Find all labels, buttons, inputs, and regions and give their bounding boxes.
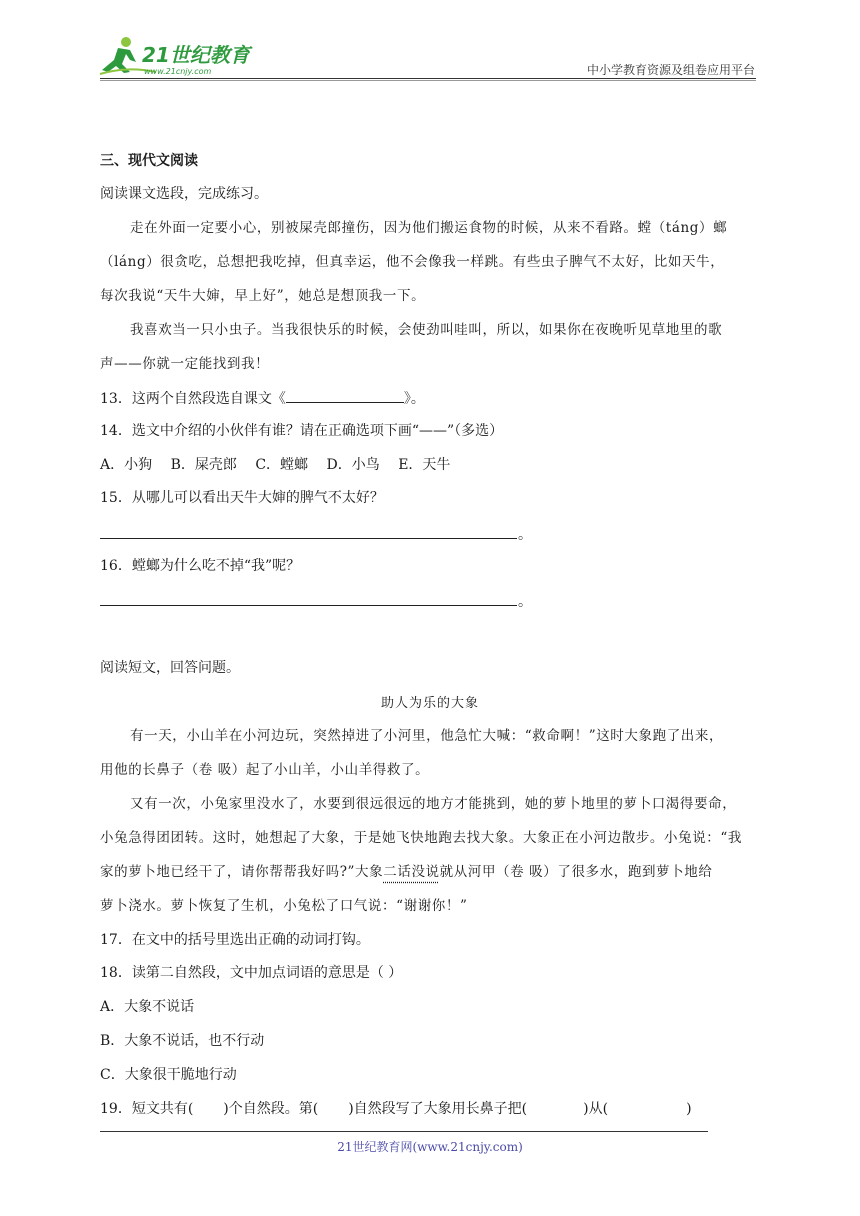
svg-text:21世纪教育: 21世纪教育 — [142, 43, 250, 67]
passage-line: （láng）很贪吃，总想把我吃掉，但真幸运，他不会像我一样跳。有些虫子脾气不太好，比如天牛， — [100, 254, 725, 270]
question-16: 16．螳螂为什么吃不掉“我”呢？ — [100, 558, 301, 574]
question-15: 15．从哪儿可以看出天牛大婶的脾气不太好？ — [100, 490, 384, 506]
section-title: 三、现代文阅读 — [100, 153, 198, 169]
answer-period: 。 — [518, 594, 532, 610]
platform-name: 中小学教育资源及组卷应用平台 — [586, 63, 755, 77]
footer-divider — [100, 1131, 708, 1132]
story-line: 又有一次，小兔家里没水了，水要到很远很远的地方才能挑到，她的萝卜地里的萝卜口渴得要命， — [130, 796, 737, 812]
option-b[interactable]: B．大象不说话，也不行动 — [100, 1033, 265, 1049]
question-17: 17．在文中的括号里选出正确的动词打钩。 — [100, 932, 370, 948]
story-line: 用他的长鼻子（卷 吸）起了小山羊，小山羊得救了。 — [100, 762, 430, 778]
option-c[interactable]: C．螳螂 — [255, 457, 309, 473]
question-18: 18．读第二自然段，文中加点词语的意思是（ ） — [100, 965, 403, 981]
story-title: 助人为乐的大象 — [380, 696, 479, 711]
footer-source: 21世纪教育网(www.21cnjy.com) — [337, 1140, 523, 1154]
answer-period: 。 — [518, 527, 532, 543]
answer-blank[interactable] — [286, 388, 404, 403]
question-19: 19．短文共有( )个自然段。第( )自然段写了大象用长鼻子把( )从( ) — [100, 1101, 692, 1117]
svg-text:www.21cnjy.com: www.21cnjy.com — [144, 67, 212, 76]
question-14-options — [100, 455, 464, 475]
passage-line: 每次我说“天牛大婶，早上好”，她总是想顶我一下。 — [100, 288, 426, 304]
option-b[interactable]: B．屎壳郎 — [170, 457, 237, 473]
story-line: 萝卜浇水。萝卜恢复了生机，小兔松了口气说：“谢谢你！” — [100, 898, 468, 914]
story-line: 有一天，小山羊在小河边玩，突然掉进了小河里，他急忙大喊：“救命啊！”这时大象跑了出来， — [130, 728, 724, 744]
option-e[interactable]: E．天牛 — [398, 457, 451, 473]
option-c[interactable]: C．大象很干脆地行动 — [100, 1067, 237, 1083]
section-instruction: 阅读课文选段，完成练习。 — [100, 186, 268, 202]
question-14: 14．选文中介绍的小伙伴有谁？请在正确选项下画“——”（多选） — [100, 423, 504, 439]
passage-line: 我喜欢当一只小虫子。当我很快乐的时候，会使劲叫哇叫，所以，如果你在夜晚听见草地里的歌 — [130, 322, 723, 338]
story-line: 家的萝卜地已经干了，请你帮帮我好吗?”大象二话没说就从河甲（卷 吸）了很多水，跑到萝卜地给 — [100, 864, 713, 880]
option-a[interactable]: A．大象不说话 — [100, 999, 195, 1015]
brand-logo — [96, 36, 256, 78]
story-line: 小兔急得团团转。这时，她想起了大象，于是她飞快地跑去找大象。大象正在小河边散步。小兔说：“我 — [100, 830, 742, 846]
section2-instruction: 阅读短文，回答问题。 — [100, 660, 240, 676]
passage-line: 声——你就一定能找到我！ — [100, 356, 270, 372]
header-divider-secondary — [100, 80, 756, 81]
option-a[interactable]: A．小狗 — [100, 457, 153, 473]
option-d[interactable]: D．小鸟 — [326, 457, 380, 473]
answer-line-16[interactable] — [100, 605, 517, 606]
answer-line-15[interactable] — [100, 538, 517, 539]
runner-logo-icon — [96, 36, 256, 78]
question-13: 13．这两个自然段选自课文《 》。 — [100, 388, 425, 409]
passage-line: 走在外面一定要小心，别被屎壳郎撞伤，因为他们搬运食物的时候，从来不看路。螳（táng）螂 — [130, 220, 728, 236]
dotted-phrase: 二话没说 — [383, 864, 440, 880]
header-divider — [100, 78, 756, 79]
